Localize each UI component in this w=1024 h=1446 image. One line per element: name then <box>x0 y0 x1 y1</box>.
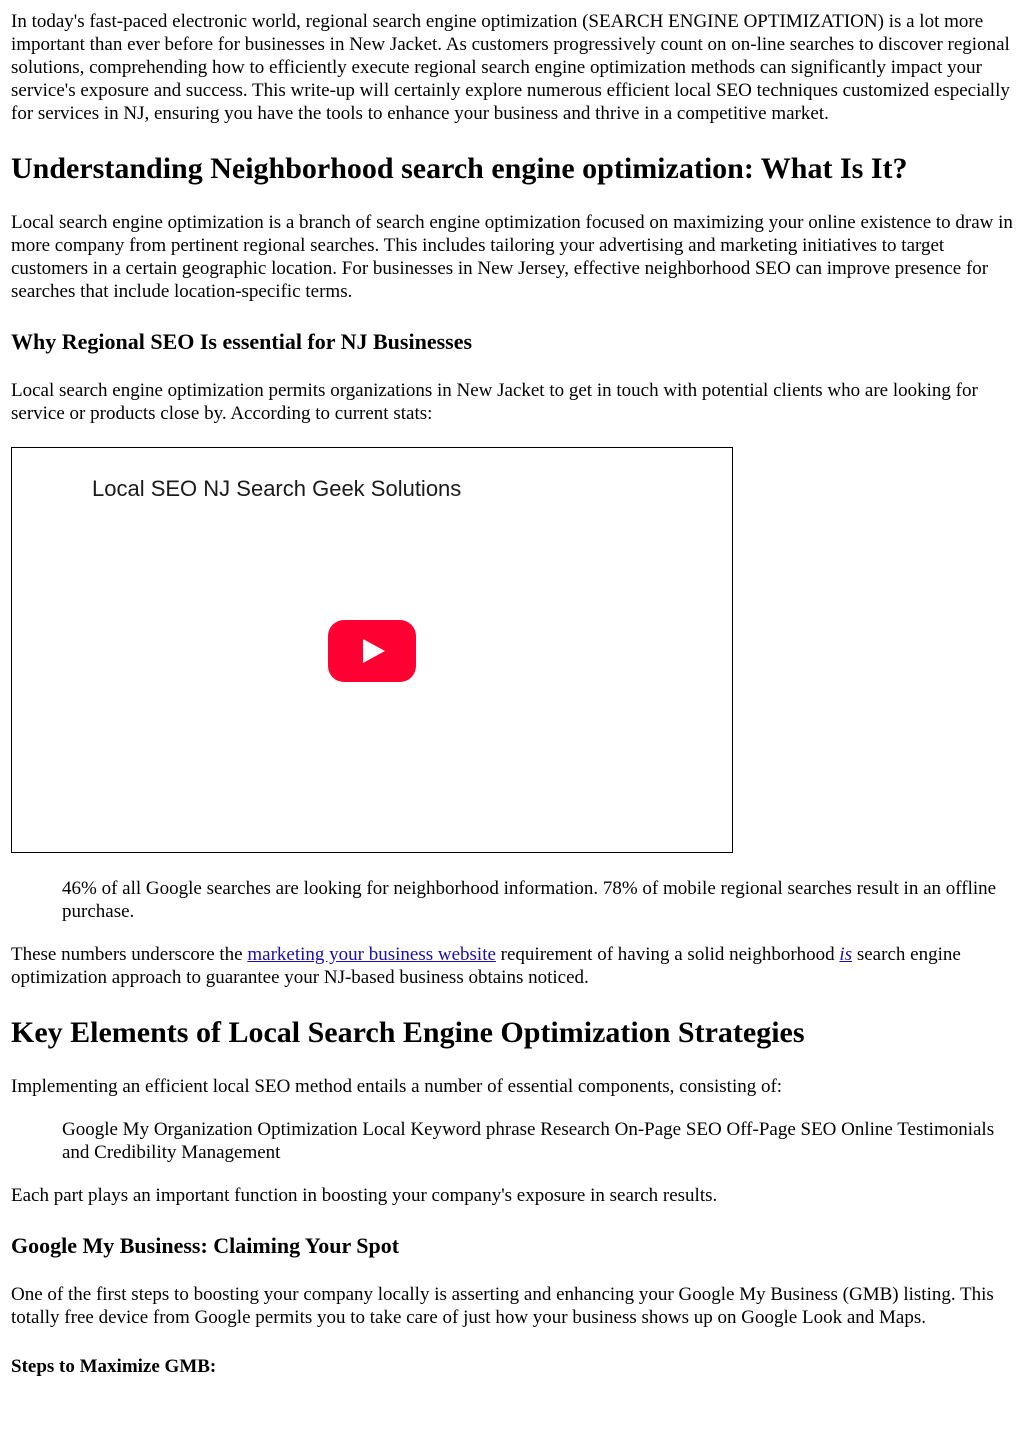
video-embed[interactable] <box>11 447 733 853</box>
heading-steps-maximize-gmb: Steps to Maximize GMB: <box>11 1356 217 1377</box>
video-title: Local SEO NJ Search Geek Solutions <box>92 476 462 501</box>
heading-why-regional-seo: Why Regional SEO Is essential for NJ Businesses <box>11 329 473 354</box>
numbers-paragraph <box>11 943 1013 989</box>
gmb-paragraph: One of the first steps to boosting your company locally is asserting and enhancing your Google My Business (GMB) listing. This totally free device from Google permits you to take care of just how your business shows up on Google Look and Maps. <box>11 1284 994 1328</box>
key-elements-paragraph: Implementing an efficient local SEO method entails a number of essential components, consisting of: <box>11 1076 783 1097</box>
understanding-paragraph: Local search engine optimization is a branch of search engine optimization focused on maximizing your online existence to draw in more company from pertinent regional searches. This includes tailoring your advertising and marketing initiatives to target customers in a certain geographic location. For businesses in New Jersey, effective neighborhood SEO can improve presence for searches that include location-specific terms. <box>11 212 1013 302</box>
play-icon[interactable] <box>328 620 416 682</box>
stats-list: 46% of all Google searches are looking for neighborhood information. 78% of mobile regional searches result in an offline purchase. <box>62 878 997 922</box>
why-paragraph: Local search engine optimization permits organizations in New Jacket to get in touch with potential clients who are looking for service or products close by. According to current stats: <box>11 380 978 424</box>
key-elements-closing: Each part plays an important function in boosting your company's exposure in search results. <box>11 1185 718 1206</box>
intro-paragraph: In today's fast-paced electronic world, regional search engine optimization (SEARCH ENGINE OPTIMIZATION) is a lot more important than ever before for businesses in New Jacket. As customers progressively count on on-line searches to discover regional solutions, comprehending how to efficiently execute regional search engine optimization methods can significantly impact your service's exposure and success. This write-up will certainly explore numerous efficient local SEO techniques customized especially for services in NJ, ensuring you have the tools to enhance your business and thrive in a competitive market. <box>11 11 1010 124</box>
numbers-text-before: These numbers underscore the <box>11 944 248 965</box>
marketing-website-link[interactable]: marketing your business website <box>247 944 496 965</box>
numbers-text-middle: requirement of having a solid neighborhood <box>495 944 840 965</box>
key-elements-list: Google My Organization Optimization Local Keyword phrase Research On-Page SEO Off-Page SEO Online Testimonials and Credibility Management <box>62 1119 995 1163</box>
heading-key-elements: Key Elements of Local Search Engine Optimization Strategies <box>11 1016 805 1049</box>
heading-understanding: Understanding Neighborhood search engine optimization: What Is It? <box>11 152 908 185</box>
heading-google-my-business: Google My Business: Claiming Your Spot <box>11 1233 400 1258</box>
is-link[interactable]: is <box>839 944 853 965</box>
numbers-text-after: search engine optimization approach to guarantee your NJ-based business obtains noticed. <box>11 944 961 988</box>
